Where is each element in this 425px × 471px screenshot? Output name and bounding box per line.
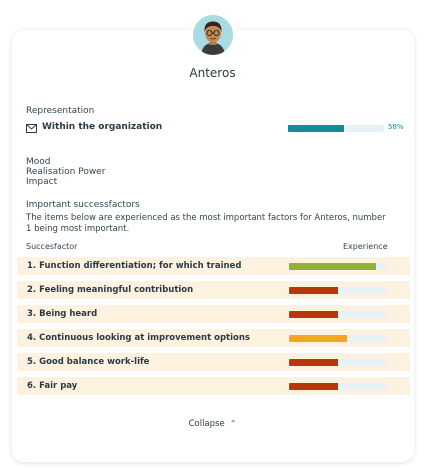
factor-bar: [289, 383, 386, 390]
chevron-up-icon: ⌃: [229, 419, 237, 428]
factor-bar: [289, 335, 386, 342]
representation-title: Representation: [26, 106, 95, 116]
factor-bar-fill: [289, 263, 376, 270]
metric-realisation-power: Realisation Power: [26, 167, 106, 177]
column-header-experience: Experience: [343, 242, 388, 251]
factor-bar-fill: [289, 287, 338, 294]
factor-bar: [289, 287, 386, 294]
representation-bar: [288, 125, 384, 132]
factor-row: [17, 257, 410, 275]
representation-bar-fill: [288, 125, 344, 132]
metric-mood: Mood: [26, 157, 51, 167]
factor-bar-fill: [289, 359, 338, 366]
column-header-factor: Succesfactor: [26, 242, 78, 251]
factor-bar-fill: [289, 335, 347, 342]
factor-label: 2. Feeling meaningful contribution: [27, 285, 194, 295]
factor-row: [17, 281, 410, 299]
factor-row: [17, 305, 410, 323]
factor-row: [17, 377, 410, 395]
factor-row: [17, 353, 410, 371]
profile-name: Anteros: [189, 66, 236, 80]
representation-percent: 58%: [388, 123, 404, 131]
representation-label: Within the organization: [42, 122, 163, 132]
mail-icon: [26, 124, 37, 133]
factor-label: 1. Function differentiation; for which trained: [27, 261, 242, 271]
avatar: [193, 15, 233, 55]
factor-label: 6. Fair pay: [27, 381, 78, 391]
avatar-icon: [193, 15, 233, 55]
successfactors-title: Important successfactors: [26, 200, 140, 210]
factor-label: 3. Being heard: [27, 309, 98, 319]
factor-bar: [289, 359, 386, 366]
collapse-button[interactable]: [0, 419, 425, 429]
factor-bar-fill: [289, 383, 338, 390]
collapse-label: Collapse: [188, 419, 225, 429]
factor-bar: [289, 311, 386, 318]
factor-label: 5. Good balance work-life: [27, 357, 150, 367]
factor-row: [17, 329, 410, 347]
successfactors-description: The items below are experienced as the most important factors for Anteros, number 1 being most important.: [26, 213, 386, 234]
metric-impact: Impact: [26, 177, 58, 187]
metrics-list: [26, 157, 105, 187]
representation-row: [26, 122, 406, 136]
factor-bar: [289, 263, 386, 270]
factor-label: 4. Continuous looking at improvement options: [27, 333, 250, 343]
factor-bar-fill: [289, 311, 338, 318]
